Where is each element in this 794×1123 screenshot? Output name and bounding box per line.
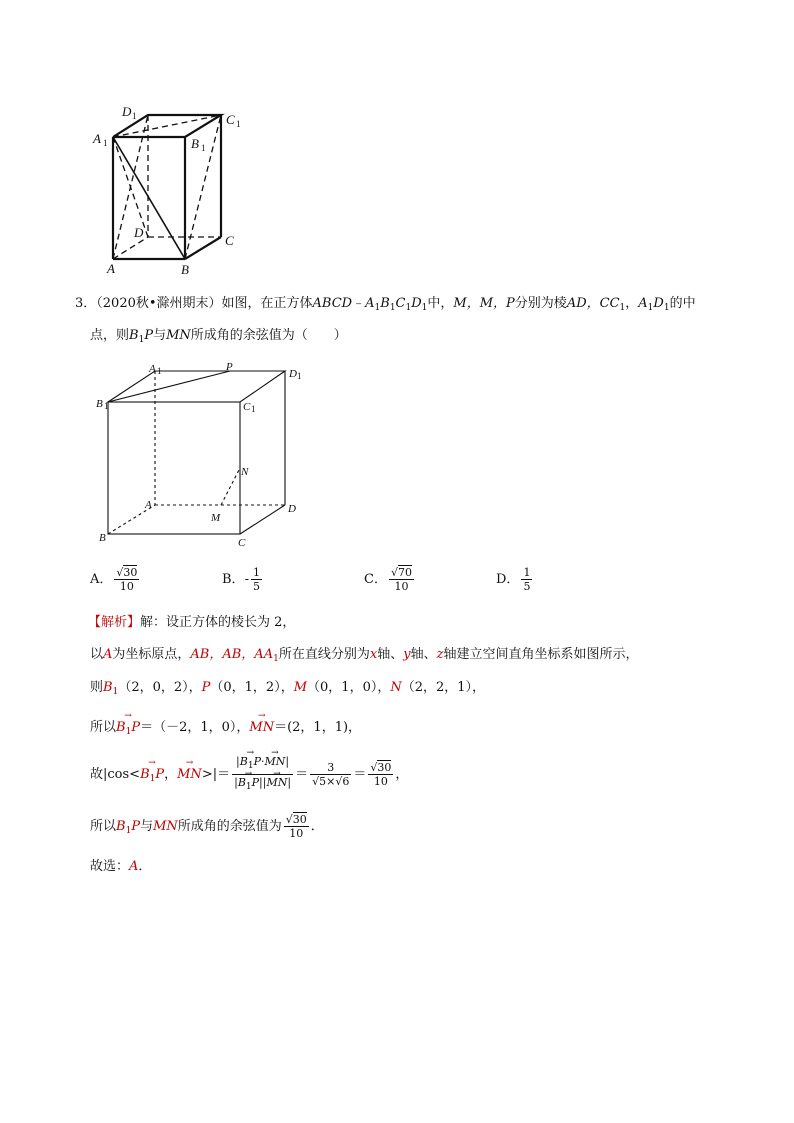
label-D: D xyxy=(134,225,144,240)
option-fraction: √ $\frac{70}{10}$ xyxy=(389,566,414,593)
edge-A1B xyxy=(113,137,185,259)
option-fraction: $\frac{1}{5}$ xyxy=(523,566,531,593)
label-M: M xyxy=(211,512,221,524)
cube-edges xyxy=(108,371,285,534)
svg-text:1: 1 xyxy=(297,371,302,381)
svg-text:1: 1 xyxy=(132,111,137,121)
prism-edges xyxy=(113,115,221,259)
option-b[interactable] xyxy=(222,566,264,593)
line2-start: 点，则 xyxy=(90,328,130,343)
cube-name: ABCD xyxy=(312,296,353,311)
edge3: $A_1D_1$ xyxy=(638,296,670,313)
edge-BC1 xyxy=(185,115,221,259)
cube-labels xyxy=(96,361,302,549)
label-B: B xyxy=(99,532,106,544)
solution-tag: 【解析】 xyxy=(88,615,141,630)
solution-line-5: 故$|\cos<\to B_1P$，→ MN>|＝ $\frac{|\to B_1P\cdot\to MN|}{|\to B_1P||\to MN|}$ ＝ 3 √ 5×√ 6 ＝ √ $\frac{30}{10}$ ， xyxy=(90,754,408,795)
svg-text:1: 1 xyxy=(201,143,206,153)
label-D1: D xyxy=(122,104,132,119)
text-end: 的中 xyxy=(669,296,696,311)
label-C1: C xyxy=(226,112,235,127)
solution-l1: 解：设正方体的棱长为 2， xyxy=(140,615,296,630)
edges: AD，$CC_1$ xyxy=(566,296,626,313)
label-P: P xyxy=(226,361,233,373)
seg-MN: MN xyxy=(166,328,191,343)
label-A: A xyxy=(107,261,115,276)
label-B1: B xyxy=(96,398,103,410)
edge-AD xyxy=(113,237,148,259)
text-edges: 分别为棱 xyxy=(514,296,567,311)
svg-text:1: 1 xyxy=(103,138,108,148)
line2-end: 所成角的余弦值为（ ） xyxy=(190,328,347,343)
cube-name-top: $A_1B_1C_1D_1$ xyxy=(365,296,428,313)
edge-top-front xyxy=(113,115,221,137)
label-C: C xyxy=(238,537,246,549)
svg-text:1: 1 xyxy=(251,404,256,414)
svg-text:1: 1 xyxy=(157,366,162,376)
problem-line-2 xyxy=(90,324,347,345)
cos-fraction: $\frac{|\to B_1P\cdot\to MN|}{|\to B_1P||\to MN|}$ xyxy=(232,754,293,795)
option-fraction: √ $\frac{30}{10}$ xyxy=(114,566,139,593)
option-letter: B． xyxy=(222,572,245,587)
option-d[interactable] xyxy=(496,566,534,593)
solution-line-4: 所以→ $B_1P=(-2$，1，0），→ MN＝(2，1，1)， xyxy=(90,716,361,737)
solution-line-6: 所以$B_1P$与MN所成角的余弦值为 √ $\frac{30}{10}$ ． xyxy=(90,813,324,840)
label-C: C xyxy=(225,233,234,248)
edge-AD1 xyxy=(113,115,148,259)
label-D1: D xyxy=(289,368,297,380)
option-letter: C． xyxy=(364,572,387,587)
svg-text:1: 1 xyxy=(104,401,109,411)
solution-line-2: 以A为坐标原点，AB，AB，$AA_1$所在直线分别为x轴、y轴、z轴建立空间直角坐标系如图所示， xyxy=(90,647,639,664)
edge-BC xyxy=(185,237,221,259)
label-B: B xyxy=(181,262,189,277)
edge-A1D xyxy=(113,137,148,237)
cube-AB xyxy=(108,505,155,534)
solution-line-7: 故选：A． xyxy=(90,859,152,874)
text-mid: 中， xyxy=(427,296,454,311)
label-C1: C xyxy=(243,401,251,413)
points: M，M，P xyxy=(453,296,515,311)
label-A: A xyxy=(145,499,152,511)
seg-B1P: $B_1P$ xyxy=(129,328,154,345)
label-B1: B xyxy=(191,136,199,151)
cube-MN xyxy=(221,468,240,505)
cube-front-face xyxy=(108,402,240,534)
problem-number: 3． xyxy=(75,296,97,311)
option-letter: D． xyxy=(496,572,520,587)
cube-top-face xyxy=(108,371,285,402)
svg-text:1: 1 xyxy=(236,119,241,129)
label-A1: A xyxy=(149,363,156,375)
problem-source: （2020秋•滁州期末）如图，在正方体 xyxy=(96,296,313,311)
label-D: D xyxy=(288,503,296,515)
comma: ， xyxy=(625,296,639,311)
prism-labels xyxy=(92,104,241,277)
option-fraction: $\frac{1}{5}$ xyxy=(252,566,260,593)
solution-line-1 xyxy=(88,611,295,630)
edge-A1C1 xyxy=(113,115,221,137)
dash: ﹣ xyxy=(352,296,366,311)
problem-line-1 xyxy=(75,292,696,313)
option-a[interactable] xyxy=(90,566,141,593)
option-c[interactable] xyxy=(364,566,416,593)
label-A1: A xyxy=(93,131,101,146)
cube-CD xyxy=(240,505,285,534)
option-letter: A． xyxy=(90,572,113,587)
cube-A1P xyxy=(108,371,230,402)
option-sign: - xyxy=(244,572,249,587)
line2-mid: 与 xyxy=(153,328,167,343)
label-N: N xyxy=(241,466,249,478)
solution-line-3: 则$B_1(2$，0，2），P（0，1，2），M（0，1，0），N（2，2，1）， xyxy=(90,680,486,697)
